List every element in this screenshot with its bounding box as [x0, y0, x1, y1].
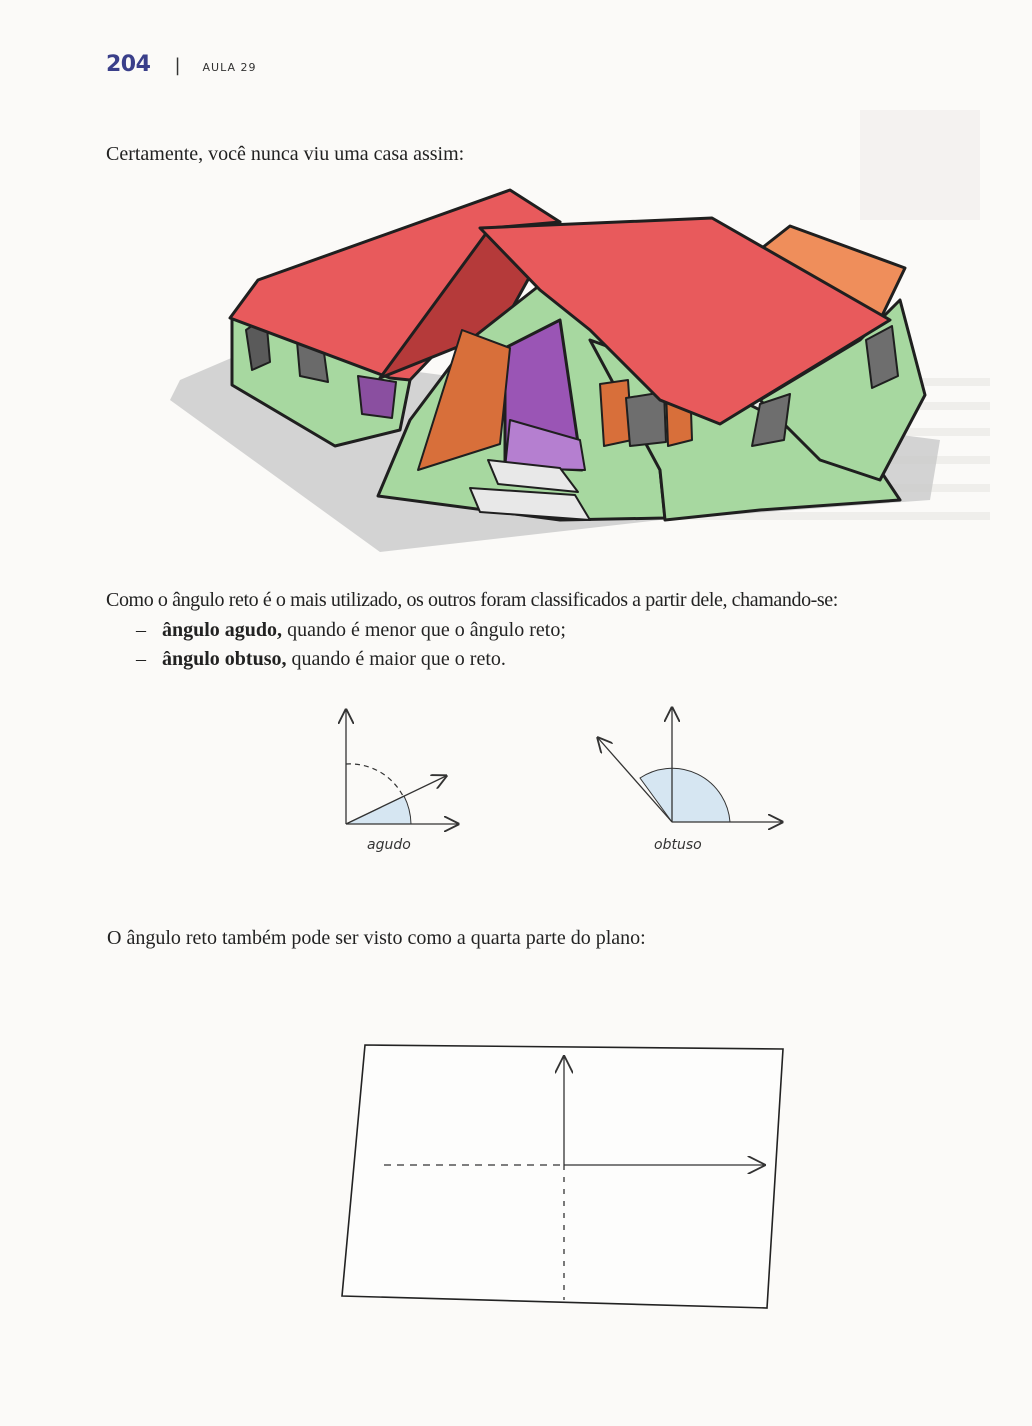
- angle-classification-paragraph: Como o ângulo reto é o mais utilizado, os outros foram classificados a partir dele, chamando-se:: [106, 589, 838, 611]
- lesson-label: AULA 29: [202, 61, 257, 74]
- bullet-text: quando é maior que o reto.: [291, 648, 506, 670]
- obtuse-angle-label: obtuso: [654, 837, 702, 853]
- acute-angle-label: agudo: [367, 837, 411, 853]
- bullet-dash: –: [136, 619, 146, 641]
- plane-sheet: [342, 1045, 783, 1308]
- page-number: 204: [106, 52, 151, 77]
- bullet-term: ângulo obtuso,: [162, 648, 287, 670]
- bullet-text: quando é menor que o ângulo reto;: [287, 619, 566, 641]
- bullet-term: ângulo agudo,: [162, 619, 283, 641]
- bullet-dash: –: [136, 648, 146, 670]
- quarter-plane-paragraph: O ângulo reto também pode ser visto como a quarta parte do plano:: [107, 927, 646, 949]
- header-separator: |: [174, 55, 181, 76]
- intro-paragraph: Certamente, você nunca viu uma casa assim:: [106, 143, 465, 165]
